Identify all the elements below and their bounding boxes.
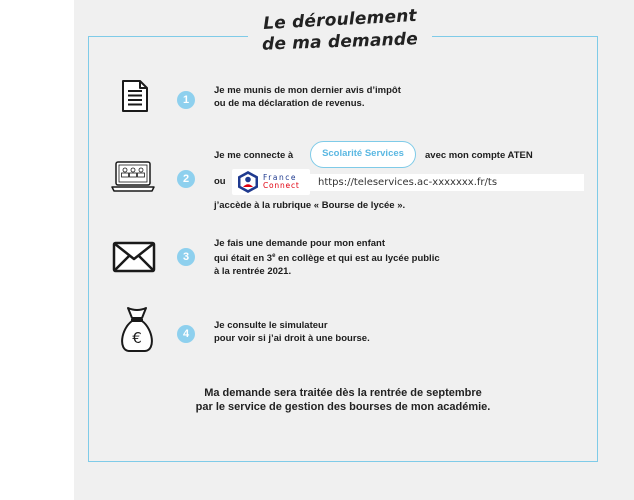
step-4-line-1: Je consulte le simulateur xyxy=(214,320,328,331)
step-3-line-3: à la rentrée 2021. xyxy=(214,266,292,278)
franceconnect-button[interactable] xyxy=(232,169,310,195)
page-title xyxy=(248,5,432,57)
step-3-text xyxy=(214,237,440,278)
step-2-line-2-prefix: ou xyxy=(214,176,226,187)
scolarite-services-button[interactable]: Scolarité Services xyxy=(310,141,416,168)
step-3-line-2 xyxy=(214,250,440,265)
envelope-icon xyxy=(112,241,156,273)
document-icon xyxy=(120,79,150,113)
step-4-line-2: pour voir si j’ai droit à une bourse. xyxy=(214,333,370,344)
step-1-text xyxy=(214,84,401,110)
step-2-line-1-suffix: avec mon compte ATEN xyxy=(425,150,533,161)
laptop-users-icon xyxy=(110,160,156,194)
step-number-3: 3 xyxy=(177,248,195,266)
step-3-line-2-end: en collège et qui est au lycée public xyxy=(275,253,440,265)
step-3-line-2-superscript: e xyxy=(272,253,276,259)
step-number-1: 1 xyxy=(177,91,195,109)
step-3-line-2-start: qui était en 3 xyxy=(214,253,273,265)
teleservices-url-link[interactable]: https://teleservices.ac-xxxxxxx.fr/ts xyxy=(310,174,584,191)
step-number-2: 2 xyxy=(177,170,195,188)
title-line-1: Le déroulement xyxy=(262,5,418,35)
step-1-line-1: Je me munis de mon dernier avis d’impôt xyxy=(214,85,401,96)
franceconnect-wordmark xyxy=(263,174,300,190)
footer-line-1: Ma demande sera traitée dès la rentrée de septembre xyxy=(204,387,482,399)
footer-note xyxy=(100,386,586,414)
title-line-2: de ma demande xyxy=(261,29,419,55)
franceconnect-word-2: Connect xyxy=(263,181,300,190)
step-2-line-1-prefix: Je me connecte à xyxy=(214,150,294,161)
franceconnect-word-1: France xyxy=(263,173,297,182)
step-2-line-3: j’accède à la rubrique « Bourse de lycée ». xyxy=(214,200,406,211)
step-4-text xyxy=(214,319,370,345)
footer-line-2: par le service de gestion des bourses de mon académie. xyxy=(195,401,491,413)
svg-text:€: € xyxy=(132,329,142,347)
euro-money-bag-icon xyxy=(117,304,157,354)
step-number-4: 4 xyxy=(177,325,195,343)
step-3-line-1: Je fais une demande pour mon enfant xyxy=(214,238,386,249)
franceconnect-logo-icon xyxy=(236,170,260,194)
step-1-line-2: ou de ma déclaration de revenus. xyxy=(214,98,365,109)
